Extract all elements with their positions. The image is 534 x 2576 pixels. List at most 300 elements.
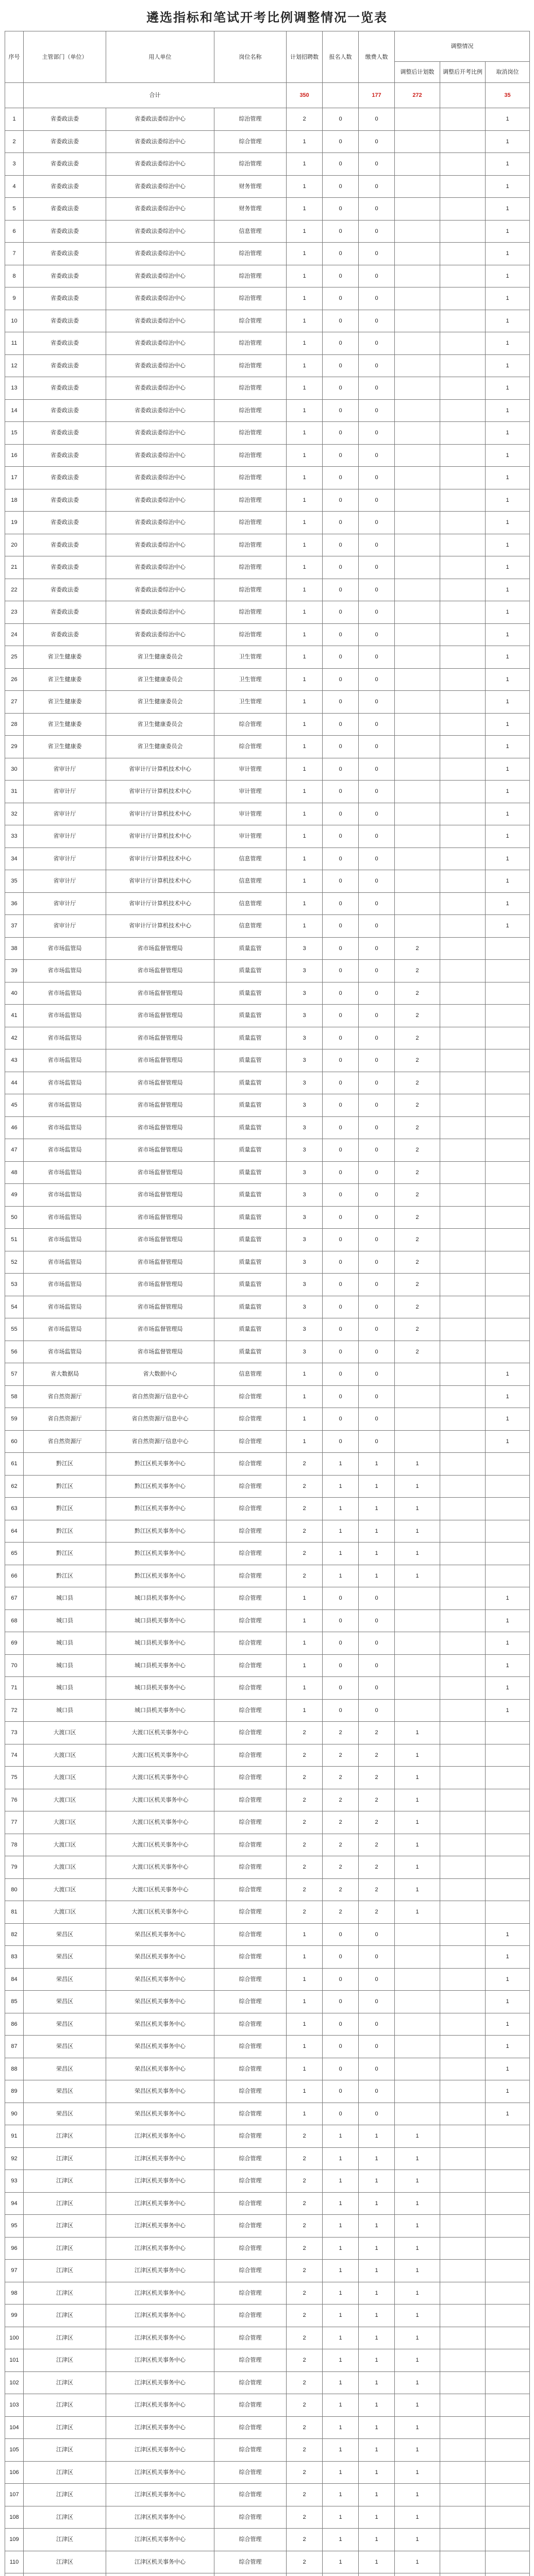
cell-unit: 城口县机关事务中心 xyxy=(106,1587,214,1610)
cell-reg: 0 xyxy=(323,534,359,556)
cell-cancel xyxy=(486,2573,530,2576)
cell-plan: 1 xyxy=(287,870,323,893)
cell-unit: 省审计厅计算机技术中心 xyxy=(106,781,214,803)
cell-seq: 42 xyxy=(5,1027,24,1049)
cell-adj-ratio xyxy=(440,399,486,422)
cell-paid: 0 xyxy=(359,937,395,960)
cell-position: 质量监管 xyxy=(214,1206,287,1229)
cell-reg: 0 xyxy=(323,130,359,153)
cell-seq: 58 xyxy=(5,1385,24,1408)
cell-adj-plan: 1 xyxy=(395,2260,440,2282)
cell-plan: 1 xyxy=(287,623,323,646)
cell-adj-plan xyxy=(395,444,440,467)
cell-adj-ratio xyxy=(440,1543,486,1565)
cell-plan: 2 xyxy=(287,1901,323,1924)
cell-dept: 黔江区 xyxy=(24,1565,106,1587)
cell-adj-plan: 1 xyxy=(395,1722,440,1744)
cell-unit: 省委政法委综治中心 xyxy=(106,623,214,646)
cell-unit: 省委政法委综治中心 xyxy=(106,444,214,467)
cell-dept: 省市场监管局 xyxy=(24,1094,106,1117)
cell-dept: 省委政法委 xyxy=(24,130,106,153)
cell-dept: 省市场监管局 xyxy=(24,1296,106,1318)
cell-adj-plan: 2 xyxy=(395,1049,440,1072)
cell-reg: 0 xyxy=(323,1184,359,1207)
cell-paid: 0 xyxy=(359,1946,395,1969)
cell-adj-plan xyxy=(395,646,440,669)
cell-seq: 77 xyxy=(5,1811,24,1834)
cell-cancel xyxy=(486,1498,530,1520)
cell-dept: 省大数据局 xyxy=(24,1363,106,1386)
cell-position: 质量监管 xyxy=(214,1184,287,1207)
cell-dept: 省委政法委 xyxy=(24,220,106,243)
cell-dept: 省自然资源厅 xyxy=(24,1430,106,1453)
cell-position: 综合管理 xyxy=(214,1520,287,1543)
cell-adj-plan: 1 xyxy=(395,2551,440,2573)
cell-unit: 江津区机关事务中心 xyxy=(106,2192,214,2215)
cell-seq: 14 xyxy=(5,399,24,422)
cell-reg: 2 xyxy=(323,1856,359,1879)
cell-plan: 3 xyxy=(287,1027,323,1049)
table-row xyxy=(5,758,530,781)
cell-reg: 0 xyxy=(323,825,359,848)
cell-reg: 0 xyxy=(323,713,359,736)
cell-paid: 0 xyxy=(359,1072,395,1094)
cell-adj-ratio xyxy=(440,1094,486,1117)
cell-seq: 22 xyxy=(5,579,24,601)
cell-paid: 0 xyxy=(359,2013,395,2036)
cell-adj-plan: 2 xyxy=(395,1296,440,1318)
cell-cancel: 1 xyxy=(486,1587,530,1610)
cell-adj-ratio xyxy=(440,467,486,489)
cell-seq: 13 xyxy=(5,377,24,400)
cell-cancel xyxy=(486,2506,530,2529)
cell-unit: 城口县机关事务中心 xyxy=(106,1677,214,1700)
cell-plan: 2 xyxy=(287,1789,323,1811)
cell-paid: 0 xyxy=(359,1632,395,1655)
cell-seq: 78 xyxy=(5,1834,24,1856)
cell-seq: 102 xyxy=(5,2371,24,2394)
cell-reg: 1 xyxy=(323,1565,359,1587)
cell-plan: 1 xyxy=(287,848,323,870)
cell-position: 综合管理 xyxy=(214,2103,287,2125)
cell-position: 卫生管理 xyxy=(214,646,287,669)
cell-dept: 黔江区 xyxy=(24,1453,106,1476)
cell-plan: 3 xyxy=(287,1161,323,1184)
cell-adj-plan: 2 xyxy=(395,1072,440,1094)
cell-plan: 3 xyxy=(287,1049,323,1072)
cell-seq: 30 xyxy=(5,758,24,781)
cell-adj-ratio xyxy=(440,1632,486,1655)
cell-position: 综治管理 xyxy=(214,108,287,131)
cell-dept: 荣昌区 xyxy=(24,1991,106,2013)
cell-position: 综合管理 xyxy=(214,1856,287,1879)
cell-adj-plan xyxy=(395,1654,440,1677)
cell-seq: 32 xyxy=(5,803,24,825)
cell-cancel: 1 xyxy=(486,153,530,176)
cell-adj-plan xyxy=(395,691,440,714)
table-row xyxy=(5,1520,530,1543)
cell-paid: 0 xyxy=(359,1385,395,1408)
cell-adj-ratio xyxy=(440,937,486,960)
cell-adj-ratio xyxy=(440,1677,486,1700)
cell-unit: 大渡口区机关事务中心 xyxy=(106,1789,214,1811)
cell-unit: 省市场监督管理局 xyxy=(106,1072,214,1094)
page-title: 遴选指标和笔试开考比例调整情况一览表 xyxy=(146,11,388,25)
cell-dept: 江津区 xyxy=(24,2394,106,2417)
cell-reg: 1 xyxy=(323,2170,359,2193)
cell-plan: 1 xyxy=(287,310,323,332)
cell-cancel xyxy=(486,1856,530,1879)
table-row xyxy=(5,444,530,467)
cell-unit: 大渡口区机关事务中心 xyxy=(106,1901,214,1924)
cell-position: 综合管理 xyxy=(214,1654,287,1677)
cell-unit: 荣昌区机关事务中心 xyxy=(106,1946,214,1969)
cell-plan: 1 xyxy=(287,512,323,534)
table-row xyxy=(5,1475,530,1498)
cell-position: 综合管理 xyxy=(214,2080,287,2103)
table-row xyxy=(5,2573,530,2576)
cell-plan: 1 xyxy=(287,1923,323,1946)
cell-unit: 江津区机关事务中心 xyxy=(106,2349,214,2372)
cell-paid: 0 xyxy=(359,130,395,153)
cell-adj-ratio xyxy=(440,2080,486,2103)
cell-adj-plan: 1 xyxy=(395,1856,440,1879)
cell-adj-plan xyxy=(395,1363,440,1386)
cell-adj-ratio xyxy=(440,1206,486,1229)
cell-reg: 0 xyxy=(323,153,359,176)
cell-adj-ratio xyxy=(440,198,486,221)
table-row xyxy=(5,108,530,131)
cell-adj-plan xyxy=(395,2058,440,2080)
table-row xyxy=(5,2439,530,2462)
cell-cancel: 1 xyxy=(486,1946,530,1969)
cell-unit: 江津区机关事务中心 xyxy=(106,2439,214,2462)
cell-position: 综治管理 xyxy=(214,354,287,377)
cell-adj-ratio xyxy=(440,243,486,265)
cell-reg: 1 xyxy=(323,2416,359,2439)
cell-unit: 省市场监督管理局 xyxy=(106,1139,214,1162)
cell-seq: 90 xyxy=(5,2103,24,2125)
table-row xyxy=(5,534,530,556)
cell-paid: 0 xyxy=(359,870,395,893)
cell-adj-ratio xyxy=(440,982,486,1005)
cell-plan: 1 xyxy=(287,243,323,265)
cell-cancel: 1 xyxy=(486,287,530,310)
cell-position xyxy=(214,2573,287,2576)
cell-dept: 江津区 xyxy=(24,2192,106,2215)
cell-cancel: 1 xyxy=(486,556,530,579)
cell-paid: 0 xyxy=(359,1318,395,1341)
cell-adj-ratio xyxy=(440,2237,486,2260)
cell-plan: 1 xyxy=(287,198,323,221)
cell-unit: 省委政法委综治中心 xyxy=(106,175,214,198)
table-row xyxy=(5,982,530,1005)
cell-cancel xyxy=(486,2461,530,2484)
table-row xyxy=(5,2237,530,2260)
cell-dept: 省审计厅 xyxy=(24,781,106,803)
cell-plan: 1 xyxy=(287,287,323,310)
cell-plan: 3 xyxy=(287,960,323,982)
cell-paid: 0 xyxy=(359,713,395,736)
cell-reg: 0 xyxy=(323,1094,359,1117)
summary-cancel: 35 xyxy=(486,83,530,108)
table-row xyxy=(5,825,530,848)
cell-seq: 24 xyxy=(5,623,24,646)
cell-seq: 92 xyxy=(5,2147,24,2170)
cell-cancel: 1 xyxy=(486,1677,530,1700)
table-row xyxy=(5,1767,530,1789)
cell-reg: 0 xyxy=(323,1363,359,1386)
cell-seq: 70 xyxy=(5,1654,24,1677)
cell-position: 卫生管理 xyxy=(214,668,287,691)
cell-position: 审计管理 xyxy=(214,825,287,848)
cell-cancel: 1 xyxy=(486,175,530,198)
cell-dept: 江津区 xyxy=(24,2215,106,2238)
cell-cancel: 1 xyxy=(486,1654,530,1677)
table-row xyxy=(5,1677,530,1700)
cell-adj-plan xyxy=(395,2013,440,2036)
table-row xyxy=(5,1834,530,1856)
cell-adj-ratio xyxy=(440,2147,486,2170)
cell-seq: 11 xyxy=(5,332,24,355)
table-row xyxy=(5,1699,530,1722)
cell-position: 综合管理 xyxy=(214,1722,287,1744)
cell-unit: 省委政法委综治中心 xyxy=(106,220,214,243)
cell-plan: 2 xyxy=(287,1565,323,1587)
cell-paid: 0 xyxy=(359,1027,395,1049)
cell-dept: 荣昌区 xyxy=(24,1968,106,1991)
cell-reg: 1 xyxy=(323,1453,359,1476)
cell-seq: 110 xyxy=(5,2551,24,2573)
cell-unit: 省市场监督管理局 xyxy=(106,1341,214,1363)
cell-plan: 1 xyxy=(287,668,323,691)
cell-position: 质量监管 xyxy=(214,1139,287,1162)
cell-paid: 2 xyxy=(359,1767,395,1789)
cell-unit: 城口县机关事务中心 xyxy=(106,1699,214,1722)
cell-paid: 0 xyxy=(359,1699,395,1722)
cell-plan: 2 xyxy=(287,1498,323,1520)
cell-reg: 0 xyxy=(323,2103,359,2125)
cell-cancel xyxy=(486,1027,530,1049)
cell-seq: 40 xyxy=(5,982,24,1005)
cell-adj-plan: 1 xyxy=(395,2371,440,2394)
cell-paid: 0 xyxy=(359,1184,395,1207)
cell-dept: 省委政法委 xyxy=(24,175,106,198)
cell-dept: 大渡口区 xyxy=(24,1789,106,1811)
cell-adj-ratio xyxy=(440,1229,486,1251)
cell-adj-ratio xyxy=(440,287,486,310)
cell-cancel xyxy=(486,2327,530,2349)
cell-seq: 37 xyxy=(5,915,24,938)
cell-plan: 1 xyxy=(287,1385,323,1408)
cell-cancel xyxy=(486,937,530,960)
cell-position: 综治管理 xyxy=(214,287,287,310)
cell-reg: 0 xyxy=(323,870,359,893)
cell-seq: 44 xyxy=(5,1072,24,1094)
table-row xyxy=(5,1609,530,1632)
cell-unit: 黔江区机关事务中心 xyxy=(106,1453,214,1476)
table-row xyxy=(5,915,530,938)
cell-reg: 0 xyxy=(323,1385,359,1408)
cell-plan: 3 xyxy=(287,1184,323,1207)
cell-dept: 省审计厅 xyxy=(24,870,106,893)
cell-adj-plan xyxy=(395,803,440,825)
cell-cancel xyxy=(486,1251,530,1274)
cell-adj-plan xyxy=(395,399,440,422)
cell-cancel xyxy=(486,2551,530,2573)
cell-plan: 1 xyxy=(287,736,323,758)
cell-adj-plan xyxy=(395,1408,440,1431)
summary-label: 合计 xyxy=(24,83,287,108)
cell-adj-ratio xyxy=(440,220,486,243)
cell-dept: 省委政法委 xyxy=(24,534,106,556)
table-row xyxy=(5,1072,530,1094)
cell-unit: 省审计厅计算机技术中心 xyxy=(106,892,214,915)
cell-paid: 2 xyxy=(359,1722,395,1744)
cell-paid: 0 xyxy=(359,1005,395,1027)
cell-paid: 0 xyxy=(359,422,395,445)
cell-cancel xyxy=(486,1139,530,1162)
cell-adj-plan: 2 xyxy=(395,982,440,1005)
cell-paid: 2 xyxy=(359,1811,395,1834)
cell-seq: 83 xyxy=(5,1946,24,1969)
cell-paid: 0 xyxy=(359,1587,395,1610)
cell-dept: 省市场监管局 xyxy=(24,1005,106,1027)
cell-reg: 0 xyxy=(323,1161,359,1184)
cell-paid: 1 xyxy=(359,2484,395,2506)
cell-reg: 0 xyxy=(323,758,359,781)
cell-plan: 3 xyxy=(287,1139,323,1162)
cell-plan: 2 xyxy=(287,2461,323,2484)
cell-dept: 省委政法委 xyxy=(24,287,106,310)
table-row xyxy=(5,1229,530,1251)
cell-paid: 0 xyxy=(359,444,395,467)
cell-adj-ratio xyxy=(440,1453,486,1476)
cell-plan: 1 xyxy=(287,556,323,579)
table-row xyxy=(5,1251,530,1274)
cell-dept: 省审计厅 xyxy=(24,803,106,825)
cell-cancel xyxy=(486,2304,530,2327)
cell-plan: 2 xyxy=(287,1767,323,1789)
cell-plan: 2 xyxy=(287,1744,323,1767)
table-row xyxy=(5,1878,530,1901)
cell-paid: 0 xyxy=(359,2103,395,2125)
cell-dept: 大渡口区 xyxy=(24,1901,106,1924)
cell-adj-ratio xyxy=(440,1699,486,1722)
cell-position: 综合管理 xyxy=(214,1744,287,1767)
header-position: 岗位名称 xyxy=(214,31,287,83)
cell-adj-plan: 1 xyxy=(395,1543,440,1565)
cell-position: 综合管理 xyxy=(214,1565,287,1587)
header-reg: 报名人数 xyxy=(323,31,359,83)
cell-cancel xyxy=(486,1789,530,1811)
cell-position: 综合管理 xyxy=(214,2282,287,2304)
cell-adj-ratio xyxy=(440,1363,486,1386)
header-paid: 缴费人数 xyxy=(359,31,395,83)
cell-adj-plan xyxy=(395,1991,440,2013)
cell-paid: 2 xyxy=(359,1878,395,1901)
cell-paid: 1 xyxy=(359,2125,395,2148)
cell-adj-ratio xyxy=(440,2192,486,2215)
cell-position: 质量监管 xyxy=(214,1116,287,1139)
table-row xyxy=(5,937,530,960)
cell-cancel: 1 xyxy=(486,736,530,758)
cell-unit: 省市场监督管理局 xyxy=(106,1005,214,1027)
cell-cancel: 1 xyxy=(486,1991,530,2013)
cell-dept: 大渡口区 xyxy=(24,1767,106,1789)
cell-seq: 65 xyxy=(5,1543,24,1565)
table-row xyxy=(5,2327,530,2349)
cell-adj-plan: 1 xyxy=(395,1878,440,1901)
cell-plan: 2 xyxy=(287,108,323,131)
cell-adj-plan xyxy=(395,1946,440,1969)
cell-paid: 0 xyxy=(359,1296,395,1318)
cell-cancel xyxy=(486,1296,530,1318)
table-row xyxy=(5,310,530,332)
cell-cancel: 1 xyxy=(486,399,530,422)
cell-dept: 省卫生健康委 xyxy=(24,736,106,758)
cell-reg: 0 xyxy=(323,601,359,624)
cell-plan: 1 xyxy=(287,377,323,400)
cell-position: 综治管理 xyxy=(214,534,287,556)
table-row xyxy=(5,691,530,714)
table-row xyxy=(5,1094,530,1117)
cell-position: 质量监管 xyxy=(214,1027,287,1049)
cell-paid: 0 xyxy=(359,1116,395,1139)
cell-dept: 省市场监管局 xyxy=(24,1251,106,1274)
cell-adj-plan: 1 xyxy=(395,2147,440,2170)
cell-reg: 0 xyxy=(323,803,359,825)
cell-position: 综合管理 xyxy=(214,2529,287,2551)
cell-seq: 39 xyxy=(5,960,24,982)
cell-cancel xyxy=(486,1767,530,1789)
cell-adj-ratio xyxy=(440,825,486,848)
cell-position: 质量监管 xyxy=(214,1094,287,1117)
cell-adj-plan: 1 xyxy=(395,2282,440,2304)
cell-reg: 0 xyxy=(323,1609,359,1632)
cell-seq: 31 xyxy=(5,781,24,803)
cell-reg: 0 xyxy=(323,691,359,714)
cell-adj-plan xyxy=(395,265,440,287)
cell-seq: 95 xyxy=(5,2215,24,2238)
cell-adj-plan xyxy=(395,1968,440,1991)
cell-dept: 江津区 xyxy=(24,2529,106,2551)
cell-adj-plan xyxy=(395,287,440,310)
cell-position: 信息管理 xyxy=(214,1363,287,1386)
cell-unit: 省审计厅计算机技术中心 xyxy=(106,825,214,848)
header-plan: 计划招聘数 xyxy=(287,31,323,83)
cell-dept: 江津区 xyxy=(24,2551,106,2573)
table-row xyxy=(5,1005,530,1027)
cell-paid: 0 xyxy=(359,960,395,982)
cell-position: 综合管理 xyxy=(214,1609,287,1632)
cell-seq: 105 xyxy=(5,2439,24,2462)
cell-adj-plan: 1 xyxy=(395,1520,440,1543)
cell-plan: 1 xyxy=(287,1968,323,1991)
cell-cancel xyxy=(486,2192,530,2215)
cell-seq: 101 xyxy=(5,2349,24,2372)
cell-paid: 0 xyxy=(359,1049,395,1072)
table-row xyxy=(5,2125,530,2148)
cell-dept: 江津区 xyxy=(24,2237,106,2260)
cell-reg: 0 xyxy=(323,467,359,489)
cell-plan: 1 xyxy=(287,332,323,355)
cell-reg: 2 xyxy=(323,1834,359,1856)
header-seq: 序号 xyxy=(5,31,24,83)
cell-paid: 0 xyxy=(359,354,395,377)
cell-seq: 9 xyxy=(5,287,24,310)
cell-position: 综治管理 xyxy=(214,601,287,624)
